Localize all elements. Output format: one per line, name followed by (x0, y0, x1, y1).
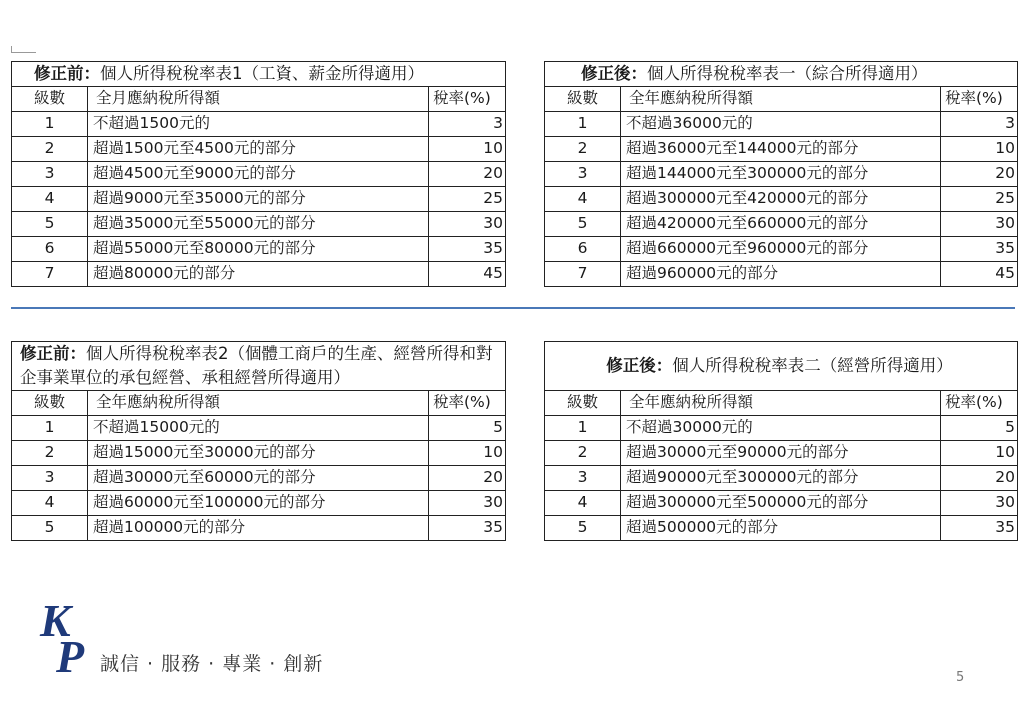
income-cell: 超過9000元至35000元的部分 (88, 187, 429, 212)
table-row (12, 491, 506, 516)
income-cell: 超過100000元的部分 (88, 516, 429, 541)
level-cell: 7 (545, 262, 621, 287)
table-row (545, 162, 1018, 187)
rate-cell: 10 (941, 441, 1018, 466)
table-row (12, 112, 506, 137)
rate-cell: 30 (429, 491, 506, 516)
table-title-prefix: 修正後： (581, 63, 647, 83)
table-title-prefix: 修正後： (606, 355, 673, 375)
table-row (12, 262, 506, 287)
income-cell: 超過660000元至960000元的部分 (621, 237, 941, 262)
table-title (545, 342, 1018, 391)
header-rate: 稅率(%) (429, 391, 506, 416)
income-cell: 超過55000元至80000元的部分 (88, 237, 429, 262)
ks-logo (38, 592, 106, 676)
rate-cell: 35 (429, 516, 506, 541)
rate-cell: 30 (941, 212, 1018, 237)
level-cell: 5 (12, 516, 88, 541)
level-cell: 5 (12, 212, 88, 237)
income-cell: 超過90000元至300000元的部分 (621, 466, 941, 491)
rate-cell: 45 (429, 262, 506, 287)
table-row (12, 137, 506, 162)
income-cell: 超過30000元至90000元的部分 (621, 441, 941, 466)
table-row (545, 212, 1018, 237)
income-cell: 超過30000元至60000元的部分 (88, 466, 429, 491)
header-income: 全年應納稅所得額 (621, 391, 941, 416)
income-cell: 超過60000元至100000元的部分 (88, 491, 429, 516)
header-level: 級數 (12, 87, 88, 112)
rate-cell: 25 (941, 187, 1018, 212)
table-row (545, 516, 1018, 541)
rate-cell: 25 (429, 187, 506, 212)
header-rate: 稅率(%) (429, 87, 506, 112)
income-cell: 超過500000元的部分 (621, 516, 941, 541)
header-level: 級數 (545, 391, 621, 416)
header-income: 全年應納稅所得額 (621, 87, 941, 112)
level-cell: 1 (12, 416, 88, 441)
rate-cell: 10 (941, 137, 1018, 162)
rate-cell: 20 (941, 162, 1018, 187)
table-row (12, 187, 506, 212)
income-cell: 不超過15000元的 (88, 416, 429, 441)
level-cell: 2 (12, 441, 88, 466)
income-cell: 超過36000元至144000元的部分 (621, 137, 941, 162)
tax-table-1-after (544, 61, 1018, 287)
income-cell: 超過300000元至500000元的部分 (621, 491, 941, 516)
section-divider (11, 307, 1015, 309)
income-cell: 超過80000元的部分 (88, 262, 429, 287)
rate-cell: 5 (429, 416, 506, 441)
rate-cell: 30 (429, 212, 506, 237)
table-title-text: 個人所得稅稅率表二（經營所得適用） (672, 355, 953, 375)
rate-cell: 10 (429, 441, 506, 466)
level-cell: 2 (545, 441, 621, 466)
table-title-text: 個人所得稅稅率表一（綜合所得適用） (647, 63, 928, 83)
table-row (12, 162, 506, 187)
rate-cell: 20 (429, 162, 506, 187)
header-level: 級數 (545, 87, 621, 112)
income-cell: 超過300000元至420000元的部分 (621, 187, 941, 212)
tax-table-2-before (11, 341, 506, 541)
svg-text:P: P (56, 631, 85, 676)
table-row (545, 237, 1018, 262)
table-row (12, 237, 506, 262)
table-title-text: 個人所得稅稅率表2（個體工商戶的生產、經營所得和對企事業單位的承包經營、承租經營所得適用） (20, 344, 493, 387)
table-row (545, 416, 1018, 441)
level-cell: 4 (12, 491, 88, 516)
table-title-prefix: 修正前： (34, 63, 100, 83)
header-income: 全月應納稅所得額 (88, 87, 429, 112)
table-row (545, 441, 1018, 466)
income-cell: 超過420000元至660000元的部分 (621, 212, 941, 237)
corner-mark (11, 46, 36, 53)
svg-text:K: K (40, 595, 71, 646)
header-rate: 稅率(%) (941, 87, 1018, 112)
table-title-row (545, 62, 1018, 87)
rate-cell: 3 (429, 112, 506, 137)
rate-cell: 35 (429, 237, 506, 262)
table-row (12, 441, 506, 466)
income-cell: 不超過1500元的 (88, 112, 429, 137)
page-number: 5 (956, 670, 965, 685)
income-cell: 超過15000元至30000元的部分 (88, 441, 429, 466)
table-row (545, 137, 1018, 162)
income-cell: 超過960000元的部分 (621, 262, 941, 287)
level-cell: 3 (12, 162, 88, 187)
level-cell: 4 (545, 187, 621, 212)
table-row (545, 466, 1018, 491)
table-title-row (545, 342, 1018, 391)
header-rate: 稅率(%) (941, 391, 1018, 416)
level-cell: 4 (12, 187, 88, 212)
level-cell: 6 (12, 237, 88, 262)
income-cell: 不超過30000元的 (621, 416, 941, 441)
header-level: 級數 (12, 391, 88, 416)
table-title (12, 342, 506, 391)
rate-cell: 35 (941, 516, 1018, 541)
level-cell: 3 (545, 466, 621, 491)
table-row (12, 416, 506, 441)
level-cell: 1 (545, 112, 621, 137)
rate-cell: 45 (941, 262, 1018, 287)
tax-table-1-before (11, 61, 506, 287)
table-title (12, 62, 506, 87)
income-cell: 超過1500元至4500元的部分 (88, 137, 429, 162)
slogan: 誠信 · 服務 · 專業 · 創新 (100, 653, 324, 675)
rate-cell: 35 (941, 237, 1018, 262)
table-header-row (545, 87, 1018, 112)
level-cell: 5 (545, 516, 621, 541)
table-header-row (545, 391, 1018, 416)
level-cell: 4 (545, 491, 621, 516)
rate-cell: 5 (941, 416, 1018, 441)
income-cell: 超過144000元至300000元的部分 (621, 162, 941, 187)
rate-cell: 30 (941, 491, 1018, 516)
rate-cell: 20 (941, 466, 1018, 491)
table-title-row (12, 342, 506, 391)
level-cell: 2 (545, 137, 621, 162)
table-header-row (12, 391, 506, 416)
income-cell: 超過4500元至9000元的部分 (88, 162, 429, 187)
table-title-prefix: 修正前： (20, 344, 86, 363)
level-cell: 1 (12, 112, 88, 137)
tax-table-2-after (544, 341, 1018, 541)
table-row (545, 262, 1018, 287)
table-title-row (12, 62, 506, 87)
table-row (545, 112, 1018, 137)
table-row (12, 466, 506, 491)
rate-cell: 3 (941, 112, 1018, 137)
level-cell: 1 (545, 416, 621, 441)
table-title-text: 個人所得稅稅率表1（工資、薪金所得適用） (100, 63, 424, 83)
level-cell: 3 (545, 162, 621, 187)
table-row (12, 212, 506, 237)
table-title (545, 62, 1018, 87)
level-cell: 3 (12, 466, 88, 491)
table-row (545, 491, 1018, 516)
level-cell: 5 (545, 212, 621, 237)
table-row (545, 187, 1018, 212)
income-cell: 超過35000元至55000元的部分 (88, 212, 429, 237)
level-cell: 6 (545, 237, 621, 262)
rate-cell: 10 (429, 137, 506, 162)
rate-cell: 20 (429, 466, 506, 491)
header-income: 全年應納稅所得額 (88, 391, 429, 416)
table-row (12, 516, 506, 541)
income-cell: 不超過36000元的 (621, 112, 941, 137)
table-header-row (12, 87, 506, 112)
level-cell: 7 (12, 262, 88, 287)
level-cell: 2 (12, 137, 88, 162)
